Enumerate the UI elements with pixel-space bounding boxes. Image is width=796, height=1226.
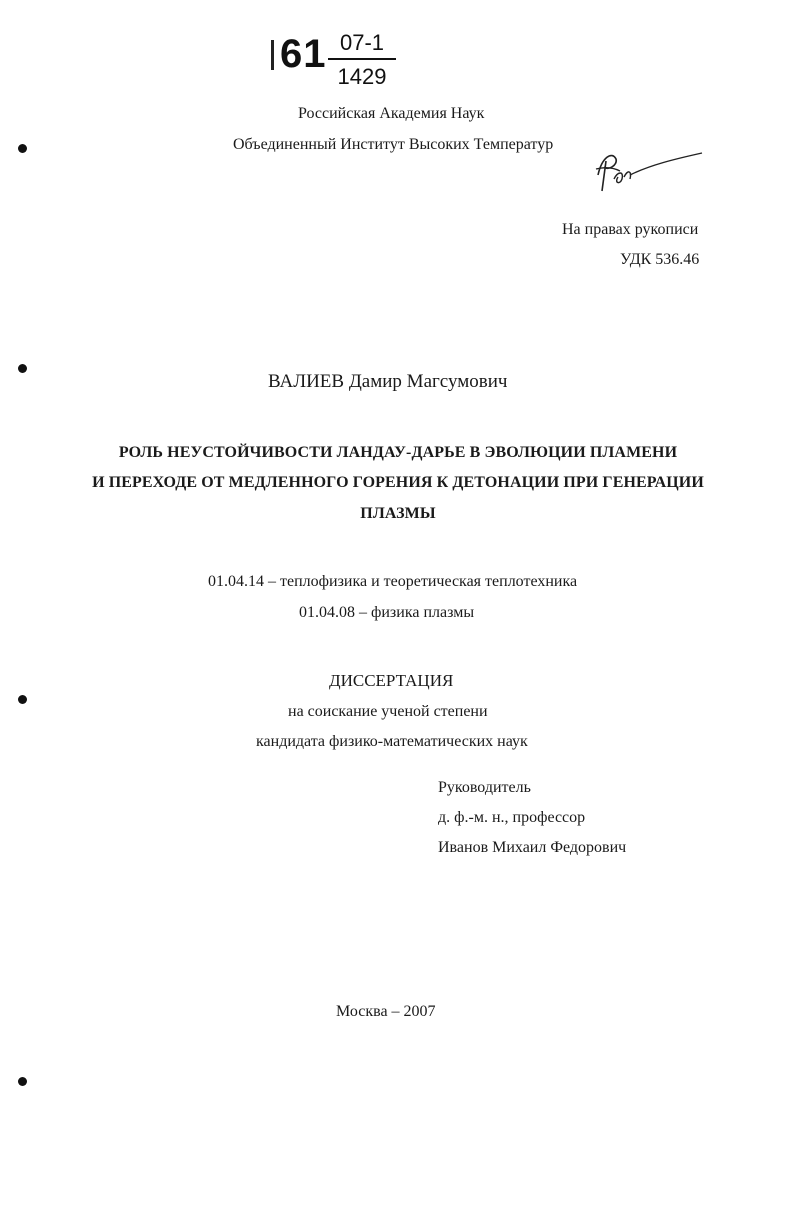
binding-hole-2 — [18, 364, 27, 373]
specialty-2: 01.04.08 – физика плазмы — [299, 604, 475, 621]
dissertation-label: ДИССЕРТАЦИЯ — [329, 671, 454, 690]
binding-hole-3 — [18, 695, 27, 704]
stamp-denominator: 1429 — [337, 64, 387, 89]
stamp-main-number: 61 — [280, 32, 327, 76]
udk-code: УДК 536.46 — [620, 251, 700, 268]
degree-purpose: на соискание ученой степени — [288, 703, 488, 720]
supervisor-name: Иванов Михаил Федорович — [438, 839, 627, 856]
stamp-numerator: 07-1 — [339, 30, 385, 55]
binding-hole-4 — [18, 1077, 27, 1086]
title-line-3: ПЛАЗМЫ — [360, 505, 436, 522]
stamp-fraction — [328, 30, 396, 90]
supervisor-role: Руководитель — [438, 779, 531, 796]
title-line-2: И ПЕРЕХОДЕ ОТ МЕДЛЕННОГО ГОРЕНИЯ К ДЕТОНАЦИИ ПРИ ГЕНЕРАЦИИ — [92, 474, 704, 491]
title-line-1: РОЛЬ НЕУСТОЙЧИВОСТИ ЛАНДАУ-ДАРЬЕ В ЭВОЛЮЦИИ ПЛАМЕНИ — [118, 444, 678, 461]
specialty-1: 01.04.14 – теплофизика и теоретическая теплотехника — [208, 573, 578, 590]
institute-name: Объединенный Институт Высоких Температур — [233, 136, 554, 153]
stamp-bar — [271, 40, 274, 70]
signature — [590, 145, 705, 200]
stamp-fraction-line — [328, 58, 396, 60]
city-year: Москва – 2007 — [336, 1003, 436, 1020]
manuscript-note: На правах рукописи — [562, 221, 699, 238]
supervisor-rank: д. ф.-м. н., профессор — [438, 809, 586, 826]
binding-hole-1 — [18, 144, 27, 153]
degree-name: кандидата физико-математических наук — [256, 733, 528, 750]
organization-name: Российская Академия Наук — [298, 105, 485, 122]
author-name: ВАЛИЕВ Дамир Магсумович — [268, 371, 508, 392]
